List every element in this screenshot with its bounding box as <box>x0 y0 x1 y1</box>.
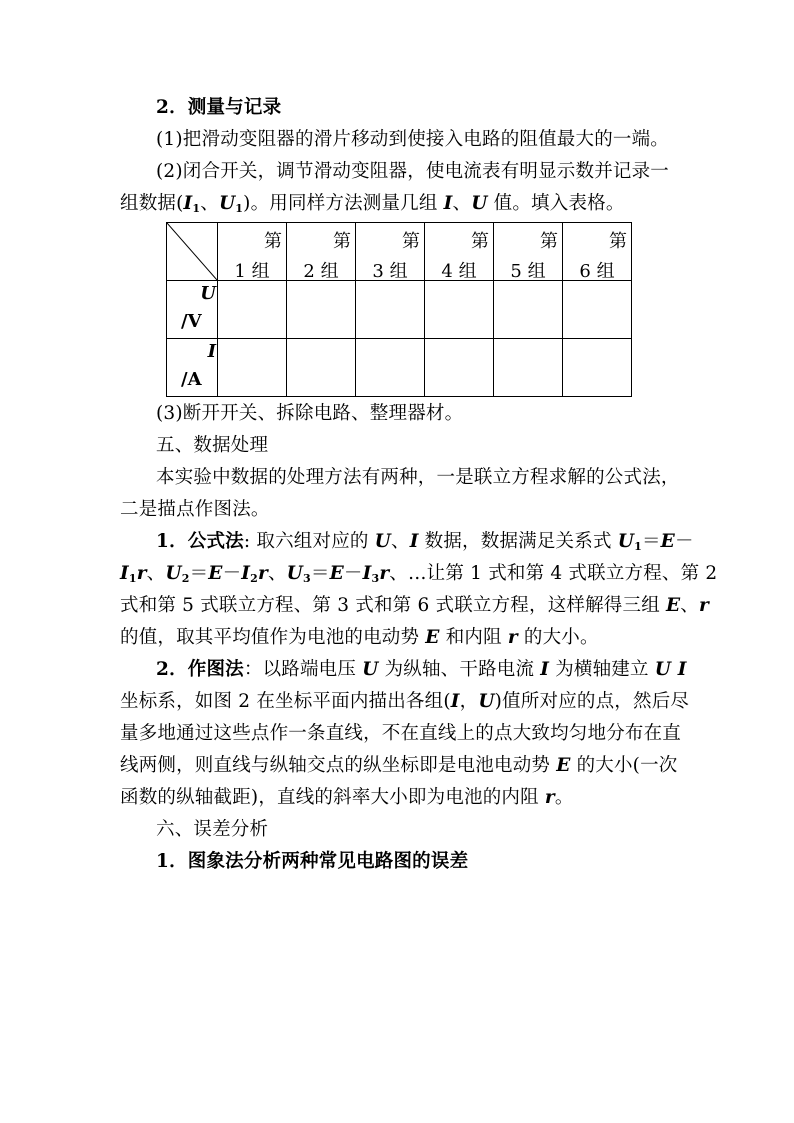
graph-method-line-2: 坐标系，如图 2 在坐标平面内描出各组(I，U)值所对应的点，然后尽 <box>120 691 690 712</box>
step-2-line-1: (2)闭合开关，调节滑动变阻器，使电流表有明显示数并记录一 <box>156 161 670 182</box>
diagonal-line-icon <box>167 223 217 280</box>
step-3-text: (3)断开开关、拆除电路、整理器材。 <box>156 403 464 424</box>
table-cell <box>287 281 356 339</box>
table-cell <box>287 339 356 397</box>
para-5-line-1: 本实验中数据的处理方法有两种，一是联立方程求解的公式法， <box>156 467 680 488</box>
formula-method-line-3: 式和第 5 式联立方程、第 3 式和第 6 式联立方程，这样解得三组 E、r <box>120 595 709 616</box>
table-header-cell: 第 4 组 <box>425 223 494 281</box>
step-1-text: (1)把滑动变阻器的滑片移动到使接入电路的阻值最大的一端。 <box>156 129 670 150</box>
table-cell <box>218 339 287 397</box>
table-cell <box>494 281 563 339</box>
row-header-current: I /A <box>167 339 218 397</box>
table-header-cell: 第 1 组 <box>218 223 287 281</box>
section-2-title: 2．测量与记录 <box>156 97 282 118</box>
section-5-title: 五、数据处理 <box>156 435 269 456</box>
graph-method-line-3: 量多地通过这些点作一条直线，不在直线上的点大致均匀地分布在直 <box>120 723 682 744</box>
table-header-cell: 第 3 组 <box>356 223 425 281</box>
step-2-line-2: 组数据($I_1$、$U_1$)。用同样方法测量几组 I、U 值。填入表格。 <box>120 193 625 215</box>
formula-method-line-4: 的值，取其平均值作为电池的电动势 E 和内阻 r 的大小。 <box>120 627 599 648</box>
table-header-cell: 第 5 组 <box>494 223 563 281</box>
table-header-cell: 第 6 组 <box>563 223 632 281</box>
table-cell <box>425 281 494 339</box>
error-item-1: 1．图象法分析两种常见电路图的误差 <box>156 851 469 872</box>
table-cell <box>563 281 632 339</box>
row-header-voltage: U /V <box>167 281 218 339</box>
table-cell <box>356 281 425 339</box>
table-row <box>167 339 632 397</box>
table-cell <box>425 339 494 397</box>
graph-method-line-1: 2．作图法：以路端电压 U 为纵轴、干路电流 I 为横轴建立 U I <box>156 659 687 680</box>
table-corner-cell <box>167 223 218 281</box>
graph-method-line-5: 函数的纵轴截距)，直线的斜率大小即为电池的内阻 r。 <box>120 787 574 808</box>
measurement-table <box>166 222 632 397</box>
table-row <box>167 281 632 339</box>
graph-method-line-4: 线两侧，则直线与纵轴交点的纵坐标即是电池电动势 E 的大小(一次 <box>120 755 678 776</box>
table-header-row <box>167 223 632 281</box>
para-5-line-2: 二是描点作图法。 <box>120 499 270 520</box>
table-cell <box>563 339 632 397</box>
formula-method-line-1: 1．公式法: 取六组对应的 U、I 数据，数据满足关系式 $U_1=E-$ <box>156 531 694 553</box>
table-cell <box>218 281 287 339</box>
table-cell <box>356 339 425 397</box>
table-cell <box>494 339 563 397</box>
formula-method-line-2: $I_1r$、$U_2=E-I_2r$、$U_3=E-I_3r$、…让第 1 式和第 4 式联立方程、第 2 <box>120 563 718 585</box>
section-6-title: 六、误差分析 <box>156 819 269 840</box>
table-header-cell: 第 2 组 <box>287 223 356 281</box>
